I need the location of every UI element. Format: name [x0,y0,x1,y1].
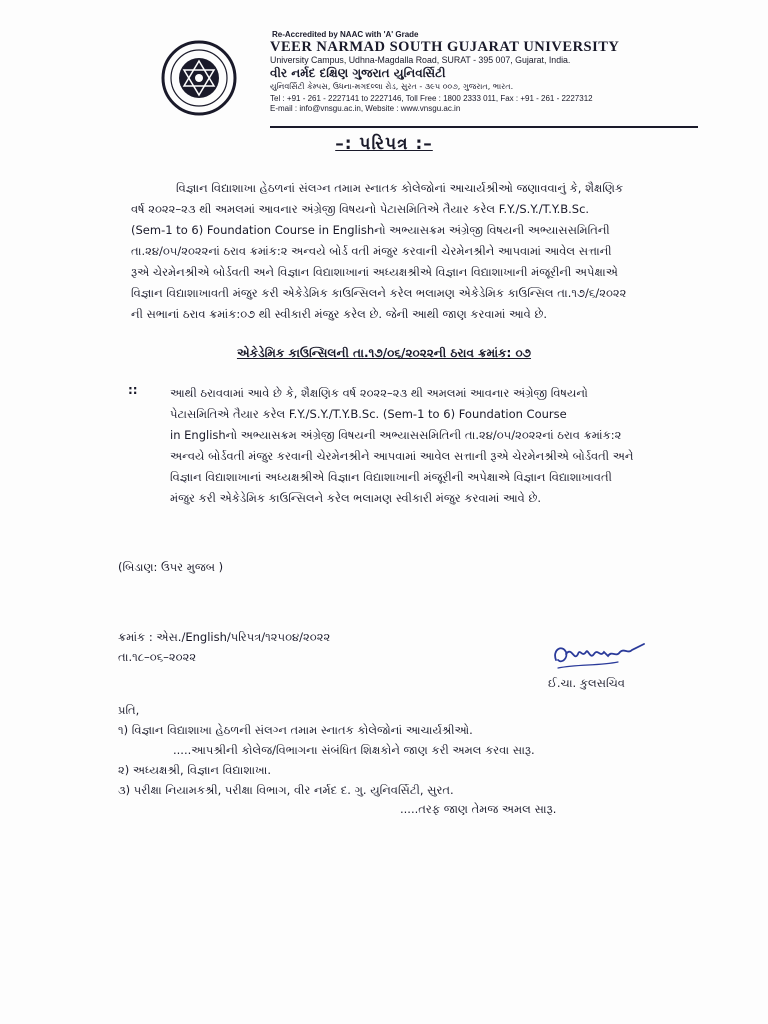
recipients-list [118,700,535,800]
enclosure-note: (બિડાણ: ઉપર મુજબ ) [118,560,224,574]
letterhead-divider [270,126,698,128]
issue-date: તા.૧૮–૦૬–૨૦૨૨ [118,650,197,664]
recipient-item: ૨) અધ્યક્ષશ્રી, વિજ્ઞાન વિદ્યાશાખા. [118,763,271,777]
paragraph-line: અન્વયે બોર્ડવતી મંજુર કરવાની ચેરમેનશ્રીને આપવામાં આવેલ સત્તાની રૂએ ચેરમેનશ્રીએ બોર્ડવતી અને [170,449,634,463]
paragraph-line: મંજુર કરી એકેડેમિક કાઉન્સિલને કરેલ ભલામણ સ્વીકારી મંજુર કરવામાં આવે છે. [170,491,542,505]
paragraph-line: તા.૨૪/૦૫/૨૦૨૨નાં ઠરાવ ક્રમાંક:૨ અન્વયે બોર્ડ વતી મંજુર કરવાની ચેરમેનશ્રીને આપવામાં આવેલ સત્તાની [131,244,612,258]
resolution-paragraph [170,383,690,509]
paragraph-line: વિજ્ઞાન વિદ્યાશાખાનાં અધ્યક્ષશ્રીએ વિજ્ઞાન વિદ્યાશાખાની મંજૂરીની અપેક્ષાએ વિજ્ઞાન વિદ્યાશાખાવતી [170,470,612,484]
paragraph-line: વિજ્ઞાન વિદ્યાશાખાવતી મંજુર કરી એકેડેમિક કાઉન્સિલને કરેલ ભલામણ એકેડેમિક કાઉન્સિલ તા.૧૭/૬/૨૦૨૨ [131,286,627,300]
page-title: –: પરિપત્ર :– [335,134,433,154]
reference-number: ક્રમાંક : એસ./English/પરિપત્ર/૧૨૫૦૪/૨૦૨૨ [118,630,331,644]
reference-block [118,627,330,667]
resolution-heading: એકેડેમિક કાઉન્સિલની તા.૧૭/૦૬/૨૦૨૨ની ઠરાવ ક્રમાંક: ૦૭ [236,346,532,360]
letterhead [270,30,710,114]
paragraph-line: (Sem-1 to 6) Foundation Course in Englishનો અભ્યાસક્રમ અંગ્રેજી વિષયની અભ્યાસસમિતિની [131,223,610,237]
phone-line: Tel : +91 - 261 - 2227141 to 2227146, Toll Free : 1800 2333 011, Fax : +91 - 261 - 2227312 [270,94,593,103]
university-name: VEER NARMAD SOUTH GUJARAT UNIVERSITY [270,39,620,55]
handwritten-signature [548,636,648,676]
contact-line: E-mail : info@vnsgu.ac.in, Website : www.vnsgu.ac.in [270,104,461,113]
recipient-item: ૩) પરીક્ષા નિયામકશ્રી, પરીક્ષા વિભાગ, વીર નર્મદ દ. ગુ. યુનિવર્સિટી, સુરત. [118,783,454,797]
paragraph-line: વર્ષ ૨૦૨૨–૨૩ થી અમલમાં આવનાર અંગ્રેજી વિષયનો પેટાસમિતિએ તૈયાર કરેલ F.Y./S.Y./T.Y.B.Sc. [131,202,590,216]
university-address-gujarati: યુનિવર્સિટી કેમ્પસ, ઉધના-મગદલ્લા રોડ, સુરત - ૩૯૫ ૦૦૭, ગુજરાત, ભારત. [270,82,514,91]
paragraph-line: વિજ્ઞાન વિદ્યાશાખા હેઠળનાં સંલગ્ન તમામ સ્નાતક કોલેજોનાં આચાર્યશ્રીઓ જણાવવાનું કે, શૈક્ષણિક [176,181,624,195]
recipient-item: ૧) વિજ્ઞાન વિદ્યાશાખા હેઠળની સંલગ્ન તમામ સ્નાતક કોલેજોનાં આચાર્યશ્રીઓ. [118,723,473,737]
recipients-heading: પ્રતિ, [118,703,140,717]
paragraph-line: આથી ઠરાવવામાં આવે છે કે, શૈક્ષણિક વર્ષ ૨૦૨૨–૨૩ થી અમલમાં આવનાર અંગ્રેજી વિષયનો [170,386,588,400]
paragraph-line: ની સભાનાં ઠરાવ ક્રમાંક:૦૭ થી સ્વીકારી મંજુર કરેલ છે. જેની આથી જાણ કરવામાં આવે છે. [131,307,548,321]
signatory-title: ઈ.ચા. કુલસચિવ [548,676,625,690]
paragraph-line: રૂએ ચેરમેનશ્રીએ બોર્ડવતી અને વિજ્ઞાન વિદ્યાશાખાનાં અધ્યક્ષશ્રીએ વિજ્ઞાન વિદ્યાશાખાની મંજૂરીની અપેક્ષાએ [131,265,618,279]
university-address: University Campus, Udhna-Magdalla Road, SURAT - 395 007, Gujarat, India. [270,55,571,65]
recipient-note: .....આપશ્રીની કોલેજ/વિભાગના સંબંધિત શિક્ષકોને જાણ કરી અમલ કરવા સારૂ. [173,743,535,757]
university-seal-logo [145,40,253,116]
circular-body-paragraph [131,178,691,325]
accreditation-text: Re-Accredited by NAAC with 'A' Grade [272,30,419,39]
paragraph-line: પેટાસમિતિએ તૈયાર કરેલ F.Y./S.Y./T.Y.B.Sc. (Sem-1 to 6) Foundation Course [170,407,567,421]
university-name-gujarati: વીર નર્મદ દક્ષિણ ગુજરાત યુનિવર્સિટી [270,66,446,80]
resolution-marker: :: [128,383,138,397]
paragraph-line: in Englishનો અભ્યાસક્રમ અંગ્રેજી વિષયની અભ્યાસસમિતિની તા.૨૪/૦૫/૨૦૨૨નાં ઠરાવ ક્રમાંક:૨ [170,428,622,442]
recipients-tail-note: .....તરફ જાણ તેમજ અમલ સારૂ. [400,802,557,816]
